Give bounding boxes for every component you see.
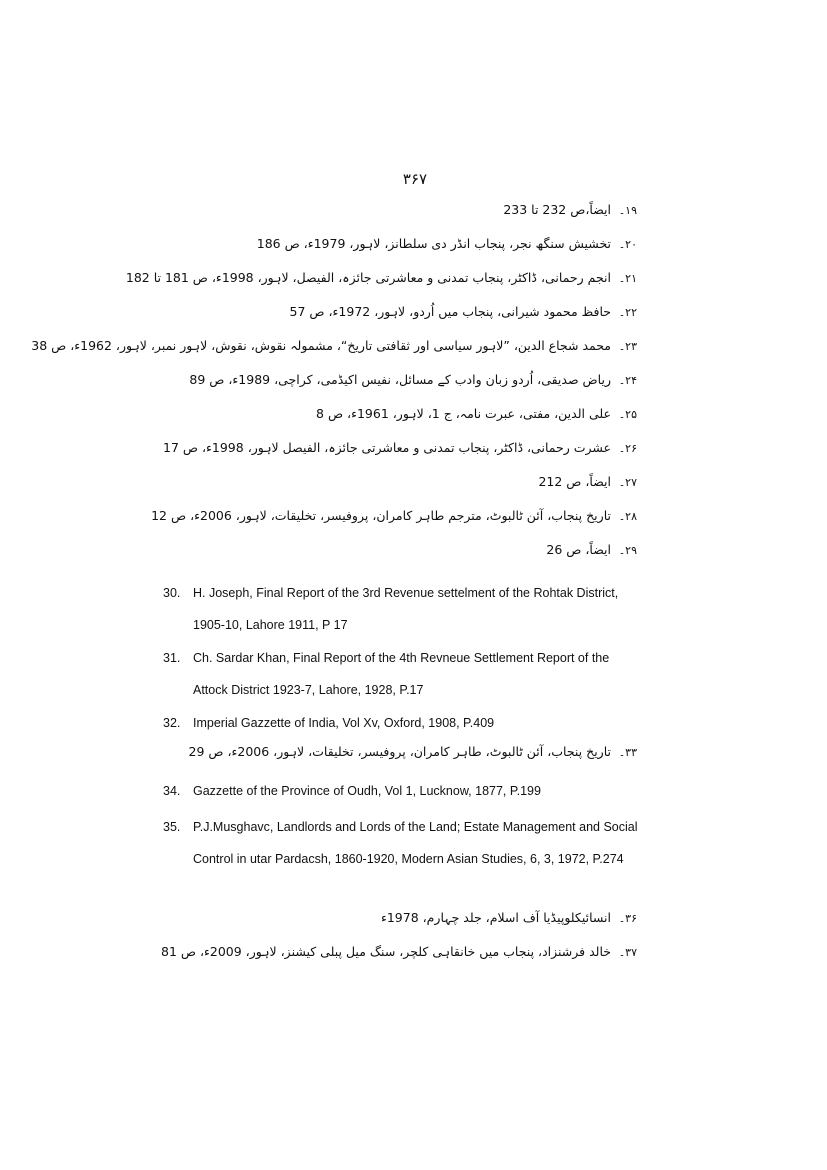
footnote-text: Ch. Sardar Khan, Final Report of the 4th Revneue Settlement Report of the Attock District 1923-7, Lahore, 1928, P.17 — [193, 651, 610, 697]
footnote-text: علی الدین، مفتی، عبرت نامہ، ج 1، لاہور، 1961ء، ص 8 — [316, 406, 611, 421]
footnote-number: ۱۹۔ — [618, 204, 637, 217]
footnote-29 — [546, 542, 637, 557]
footnote-text: ایضاً، ص 26 — [546, 542, 611, 557]
footnote-text: Imperial Gazzette of India, Vol Xv, Oxford, 1908, P.409 — [193, 716, 495, 730]
footnote-number: 32. — [163, 716, 181, 730]
footnote-25 — [316, 406, 637, 421]
footnote-text: عشرت رحمانی، ڈاکٹر، پنجاب تمدنی و معاشرتی جائزہ، الفیصل لاہور، 1998ء، ص 17 — [163, 440, 611, 455]
footnote-text: انجم رحمانی، ڈاکٹر، پنجاب تمدنی و معاشرتی جائزہ، الفیصل، لاہور، 1998ء، ص 181 تا 182 — [125, 270, 611, 285]
footnote-number: ۳۶۔ — [618, 912, 637, 925]
footnote-27 — [538, 474, 637, 489]
footnote-37 — [161, 944, 637, 959]
footnote-number: ۲۸۔ — [618, 510, 637, 523]
footnote-number: ۲۲۔ — [618, 306, 637, 319]
footnote-number: 35. — [163, 820, 181, 834]
footnote-number: ۲۳۔ — [618, 340, 637, 353]
footnote-26 — [163, 440, 637, 455]
footnote-32 — [163, 707, 638, 739]
footnote-36 — [381, 910, 637, 925]
footnote-19 — [503, 202, 637, 217]
footnote-21 — [126, 270, 637, 285]
footnote-text: ایضاً، ص 212 — [538, 474, 611, 489]
footnote-number: ۲۹۔ — [618, 544, 637, 557]
footnote-number: 30. — [163, 586, 181, 600]
footnote-text: ایضاً،ص 232 تا 233 — [503, 202, 611, 217]
footnote-number: 31. — [163, 651, 181, 665]
footnote-text: P.J.Musghavc, Landlords and Lords of the Land; Estate Management and Social Control in utar Pardacsh, 1860-1920, Modern Asian Studies, 6, 3, 1972, P.274 — [193, 820, 638, 866]
footnote-text: خالد فرشنزاد، پنجاب میں خانقاہی کلچر، سنگ میل پبلی کیشنز، لاہور، 2009ء، ص 81 — [161, 944, 611, 959]
footnote-number: ۲۵۔ — [618, 408, 637, 421]
footnote-number: 34. — [163, 784, 181, 798]
footnote-number: ۳۳۔ — [618, 746, 637, 759]
footnote-23 — [31, 338, 637, 353]
footnote-text: حافظ محمود شیرانی، پنجاب میں اُردو، لاہور، 1972ء، ص 57 — [289, 304, 611, 319]
footnote-22 — [290, 304, 637, 319]
footnote-text: H. Joseph, Final Report of the 3rd Revenue settelment of the Rohtak District, 1905-10, Lahore 1911, P 17 — [193, 586, 619, 632]
footnote-text: انسائیکلوپیڈیا آف اسلام، جلد چہارم، 1978ء — [380, 910, 611, 925]
footnote-30 — [163, 577, 638, 641]
footnote-text: تاریخ پنجاب، آئن ٹالبوٹ، مترجم طاہر کامران، پروفیسر، تخلیقات، لاہور، 2006ء، ص 12 — [151, 508, 611, 523]
footnote-text: تخشیش سنگھ نجر، پنجاب انڈر دی سلطانز، لاہور، 1979ء، ص 186 — [256, 236, 611, 251]
footnote-35 — [163, 811, 638, 875]
footnote-31 — [163, 642, 638, 706]
footnote-28 — [151, 508, 637, 523]
footnote-number: ۲۴۔ — [618, 374, 637, 387]
footnote-text: Gazzette of the Province of Oudh, Vol 1, Lucknow, 1877, P.199 — [193, 784, 541, 798]
footnote-number: ۲۶۔ — [618, 442, 637, 455]
footnote-text: محمد شجاع الدین، ”لاہور سیاسی اور ثقافتی تاریخ“، مشمولہ نقوش، نقوش، لاہور نمبر، لاہور، 1962ء، ص 38 — [31, 338, 611, 353]
footnote-number: ۳۷۔ — [618, 946, 637, 959]
footnote-text: ریاض صدیقی، اُردو زبان وادب کے مسائل، نفیس اکیڈمی، کراچی، 1989ء، ص 89 — [189, 372, 611, 387]
footnote-33 — [189, 744, 638, 759]
footnote-34 — [163, 775, 638, 807]
footnote-number: ۲۰۔ — [618, 238, 637, 251]
page-number: ۳۶۷ — [402, 170, 428, 188]
footnote-number: ۲۱۔ — [618, 272, 637, 285]
footnote-24 — [189, 372, 637, 387]
footnote-text: تاریخ پنجاب، آئن ٹالبوٹ، طاہر کامران، پروفیسر، تخلیقات، لاہور، 2006ء، ص 29 — [188, 744, 611, 759]
footnote-number: ۲۷۔ — [618, 476, 637, 489]
footnote-20 — [257, 236, 637, 251]
